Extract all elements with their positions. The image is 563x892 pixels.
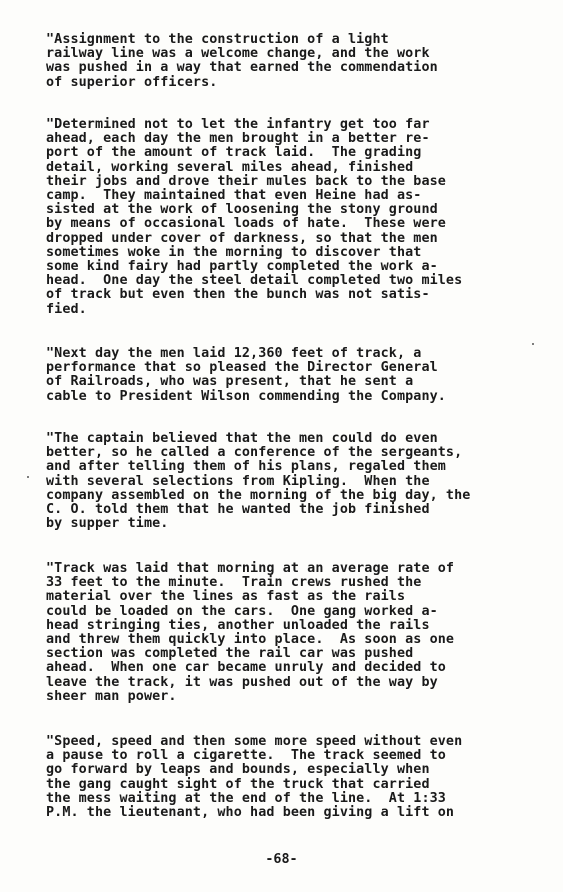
ink-speck <box>532 343 534 345</box>
text-line: by means of occasional loads of hate. These were <box>46 216 446 232</box>
text-line: go forward by leaps and bounds, especially when <box>46 762 430 778</box>
text-line: their jobs and drove their mules back to the base <box>46 173 446 189</box>
text-line: with several selections from Kipling. When the <box>46 473 430 489</box>
text-line: port of the amount of track laid. The grading <box>46 145 422 161</box>
text-line: of superior officers. <box>46 74 218 90</box>
text-line: "Next day the men laid 12,360 feet of track, a <box>46 346 422 361</box>
text-line: fied. <box>46 301 87 317</box>
text-line: performance that so pleased the Director General <box>46 360 438 376</box>
text-line: the gang caught sight of the truck that carried <box>46 776 430 792</box>
paragraph-6 <box>46 735 551 820</box>
text-line: of Railroads, who was present, that he sent a <box>46 374 414 390</box>
paragraph-2 <box>46 118 551 317</box>
text-line: better, so he called a conference of the sergeants, <box>46 445 463 461</box>
text-line: section was completed the rail car was pushed <box>46 646 414 662</box>
text-line: P.M. the lieutenant, who had been giving a lift on <box>46 805 455 821</box>
text-line: ahead, each day the men brought in a better re- <box>46 131 430 147</box>
text-line: was pushed in a way that earned the commendation <box>46 60 438 76</box>
text-line: sometimes woke in the morning to discover that <box>46 244 422 260</box>
page-number: -68- <box>265 852 298 867</box>
text-line: "Track was laid that morning at an average rate of <box>46 561 455 576</box>
text-line: head. One day the steel detail completed two miles <box>46 273 463 289</box>
ink-speck <box>27 476 29 478</box>
text-line: head stringing ties, another unloaded the rails <box>46 617 430 633</box>
text-line: material over the lines as fast as the rails <box>46 589 406 605</box>
text-line: by supper time. <box>46 516 169 532</box>
text-line: could be loaded on the cars. One gang worked a- <box>46 603 438 619</box>
text-line: sheer man power. <box>46 688 177 704</box>
text-line: railway line was a welcome change, and the work <box>46 46 430 62</box>
paragraph-5 <box>46 562 551 704</box>
paragraph-3 <box>46 347 551 404</box>
text-line: company assembled on the morning of the big day, the <box>46 487 471 503</box>
text-line: leave the track, it was pushed out of the way by <box>46 674 438 690</box>
text-line: "Assignment to the construction of a light <box>46 32 389 47</box>
text-line: of track but even then the bunch was not satis- <box>46 287 430 303</box>
text-line: cable to President Wilson commending the Company. <box>46 388 446 404</box>
text-line: camp. They maintained that even Heine had as- <box>46 188 422 204</box>
text-line: sisted at the work of loosening the stony ground <box>46 202 438 218</box>
text-line: 33 feet to the minute. Train crews rushed the <box>46 575 422 591</box>
text-line: "Speed, speed and then some more speed without even <box>46 734 463 749</box>
text-line: C. O. told them that he wanted the job finished <box>46 502 430 518</box>
text-line: and after telling them of his plans, regaled them <box>46 459 446 475</box>
text-line: some kind fairy had partly completed the work a- <box>46 259 438 275</box>
text-line: "Determined not to let the infantry get too far <box>46 117 430 132</box>
text-line: detail, working several miles ahead, finished <box>46 159 414 175</box>
text-line: "The captain believed that the men could do even <box>46 431 438 446</box>
text-line: the mess waiting at the end of the line. At 1:33 <box>46 790 446 806</box>
text-line: a pause to roll a cigarette. The track seemed to <box>46 748 446 764</box>
paragraph-1 <box>46 33 551 90</box>
paragraph-4 <box>46 432 551 531</box>
text-line: dropped under cover of darkness, so that the men <box>46 230 438 246</box>
text-line: ahead. When one car became unruly and decided to <box>46 660 446 676</box>
text-line: and threw them quickly into place. As soon as one <box>46 632 455 648</box>
